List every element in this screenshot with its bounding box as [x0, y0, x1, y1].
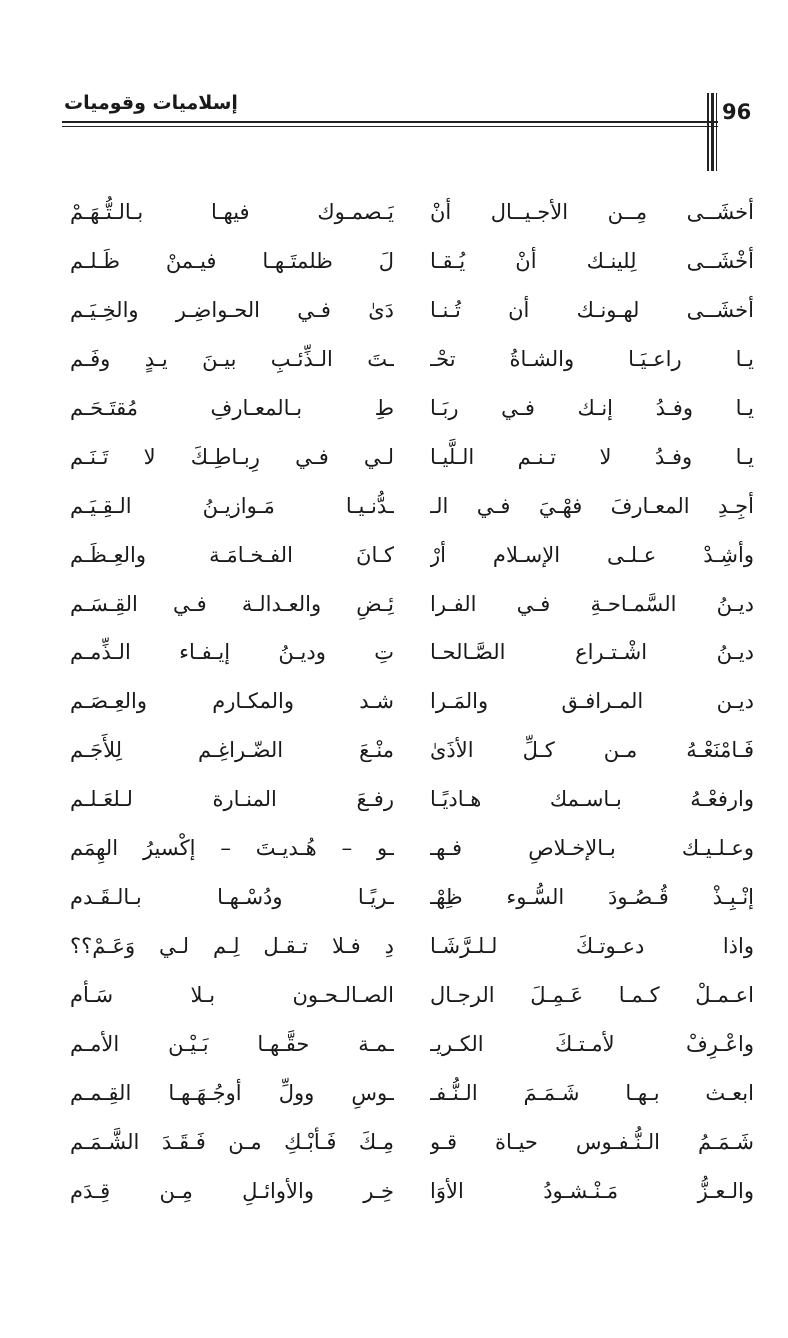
verse — [60, 726, 754, 775]
verse-first-hemistich: ابعـث بـهـا شَـمَـمَ الـنُّـفـ — [430, 1080, 754, 1105]
verse — [60, 775, 754, 824]
verse-first-hemistich: ديـن المـرافـق والمَـرا — [430, 689, 754, 714]
verse-first-hemistich: ديـنُ السَّمـاحـةِ فـي الفـرا — [430, 591, 754, 616]
page-header — [0, 0, 788, 175]
header-rule-thin — [62, 126, 718, 127]
verse — [60, 384, 754, 433]
verse — [60, 188, 754, 237]
verse-first-hemistich: ديـنُ اشْـتـراع الصَّـالحـا — [430, 640, 754, 665]
verse-second-hemistich: ـتَ الـذِّئـبِ بيـنَ يـدٍ وفَـم — [70, 346, 394, 371]
verse — [60, 335, 754, 384]
verse-first-hemistich: والـعـزُّ مَـنْـشـودُ الأوَا — [430, 1178, 754, 1203]
verse — [60, 1167, 754, 1216]
verse-first-hemistich: يـا وفـدُ إنـك فـي ربَـا — [430, 395, 754, 420]
verse — [60, 237, 754, 286]
verse-first-hemistich: شَـمَـمُ الـنُّـفـوس حيـاة قـو — [430, 1129, 754, 1154]
book-title: إسلاميات وقوميات — [64, 92, 238, 114]
verse-first-hemistich: اعـمـلْ كـمـا عَـمِـلَ الرجـال — [430, 983, 754, 1007]
verse — [60, 1118, 754, 1167]
verse-second-hemistich: منْـعَ الضّـراغِـم لِلأَجَـم — [70, 738, 394, 763]
verse — [60, 433, 754, 482]
verse-first-hemistich: أخشَــى مِــن الأجـيــال أنْ — [430, 200, 754, 224]
verse-second-hemistich: خِـر والأوائـلِ مِـن قِـدَم — [70, 1178, 394, 1203]
verse — [60, 873, 754, 922]
verse-second-hemistich: دِ فـلا تـقـل لِـم لـي وَعَـمْ؟؟ — [70, 934, 394, 959]
verse — [60, 580, 754, 629]
verse — [60, 677, 754, 726]
poem — [60, 188, 754, 1216]
header-vertical-bar — [707, 93, 709, 171]
verse — [60, 1020, 754, 1069]
verse-first-hemistich: واذا دعـوتـكَ لـلـرَّشَـا — [430, 934, 754, 959]
verse — [60, 628, 754, 677]
header-vertical-bar — [716, 93, 717, 171]
verse-second-hemistich: كـانَ الفـخـامَـة والعِـظَـم — [70, 542, 394, 567]
verse-second-hemistich: ـمـة حقَّـهـا بَـيْـن الأمـم — [70, 1031, 394, 1056]
verse-second-hemistich: ـريًـا ودُسْـهـا بـالـقَـدم — [70, 885, 394, 910]
verse-second-hemistich: ئِـضِ والعـدالـة فـي القِـسَـم — [70, 591, 394, 616]
verse-second-hemistich: يَـصمـوك فيهـا بـالـتُّـهَـمْ — [70, 200, 394, 224]
verse-first-hemistich: أخشَــى لهـونـك أن تُـنـا — [430, 297, 754, 322]
verse-second-hemistich: ـو – هُـديـتَ – إكْسيرُ الهِمَم — [70, 836, 394, 861]
verse-first-hemistich: يـا راعـيَـا والشـاةُ تحْـ — [430, 346, 754, 371]
verse-second-hemistich: تِ وديـنُ إيـفـاء الـذِّمـم — [70, 640, 394, 665]
verse-first-hemistich: فَـامْنَعْـهُ مـن كـلِّ الأذَىٰ — [430, 738, 754, 763]
verse — [60, 922, 754, 971]
verse — [60, 531, 754, 580]
verse-first-hemistich: أخْشَــى لِلينـك أنْ يُـقـا — [430, 248, 754, 273]
verse — [60, 482, 754, 531]
verse-second-hemistich: ـوسِ وولِّ أوجُـهَـهـا القِـمـم — [70, 1080, 394, 1105]
verse-second-hemistich: لَ ظلمتَـهـا فيـمنْ ظَـلـم — [70, 248, 394, 273]
header-rule — [62, 121, 718, 123]
verse-second-hemistich: مِـكَ فَـأبْـكِ مـن فَـقَـدَ الشَّـمَـم — [70, 1129, 394, 1154]
verse-second-hemistich: طِ بـالمعـارفِ مُقتَـحَـم — [70, 395, 394, 420]
verse-second-hemistich: شـد والمكـارم والعِـصَـم — [70, 689, 394, 714]
verse-first-hemistich: وعـلـيـك بـالإخـلاصِ فـهـ — [430, 836, 754, 861]
verse-first-hemistich: أجِـدِ المعـارفَ فهْـيَ فـي الـ — [430, 493, 754, 518]
verse-second-hemistich: ـدُّنـيـا مَـوازيـنُ الـقِـيَـم — [70, 493, 394, 518]
verse — [60, 971, 754, 1020]
verse — [60, 286, 754, 335]
page-number: 96 — [722, 100, 752, 124]
verse-first-hemistich: وأشِـدْ عـلـى الإسـلام أرْ — [430, 542, 754, 567]
verse-first-hemistich: واعْـرِفْ لأمـتـكَ الكـريـ — [430, 1031, 754, 1056]
verse — [60, 1069, 754, 1118]
verse — [60, 824, 754, 873]
header-vertical-bar — [711, 93, 714, 171]
verse-first-hemistich: يـا وفـدُ لا تـنـم الـلَّيـا — [430, 444, 754, 469]
verse-second-hemistich: الصـالـحـون بـلا سَـأم — [70, 983, 394, 1007]
verse-first-hemistich: وارفعْـهُ بـاسـمك هـاديًـا — [430, 787, 754, 812]
verse-first-hemistich: إنْـبِـذْ قُـصُـودَ السُّـوء ظِهْـ — [430, 885, 754, 910]
verse-second-hemistich: دَىٰ فـي الحـواضِـر والخِـيَـم — [70, 297, 394, 322]
verse-second-hemistich: رفـعَ المنـارة لـلعَـلـم — [70, 787, 394, 812]
verse-second-hemistich: لـي فـي رِبـاطِـكَ لا تَـنَـم — [70, 444, 394, 469]
